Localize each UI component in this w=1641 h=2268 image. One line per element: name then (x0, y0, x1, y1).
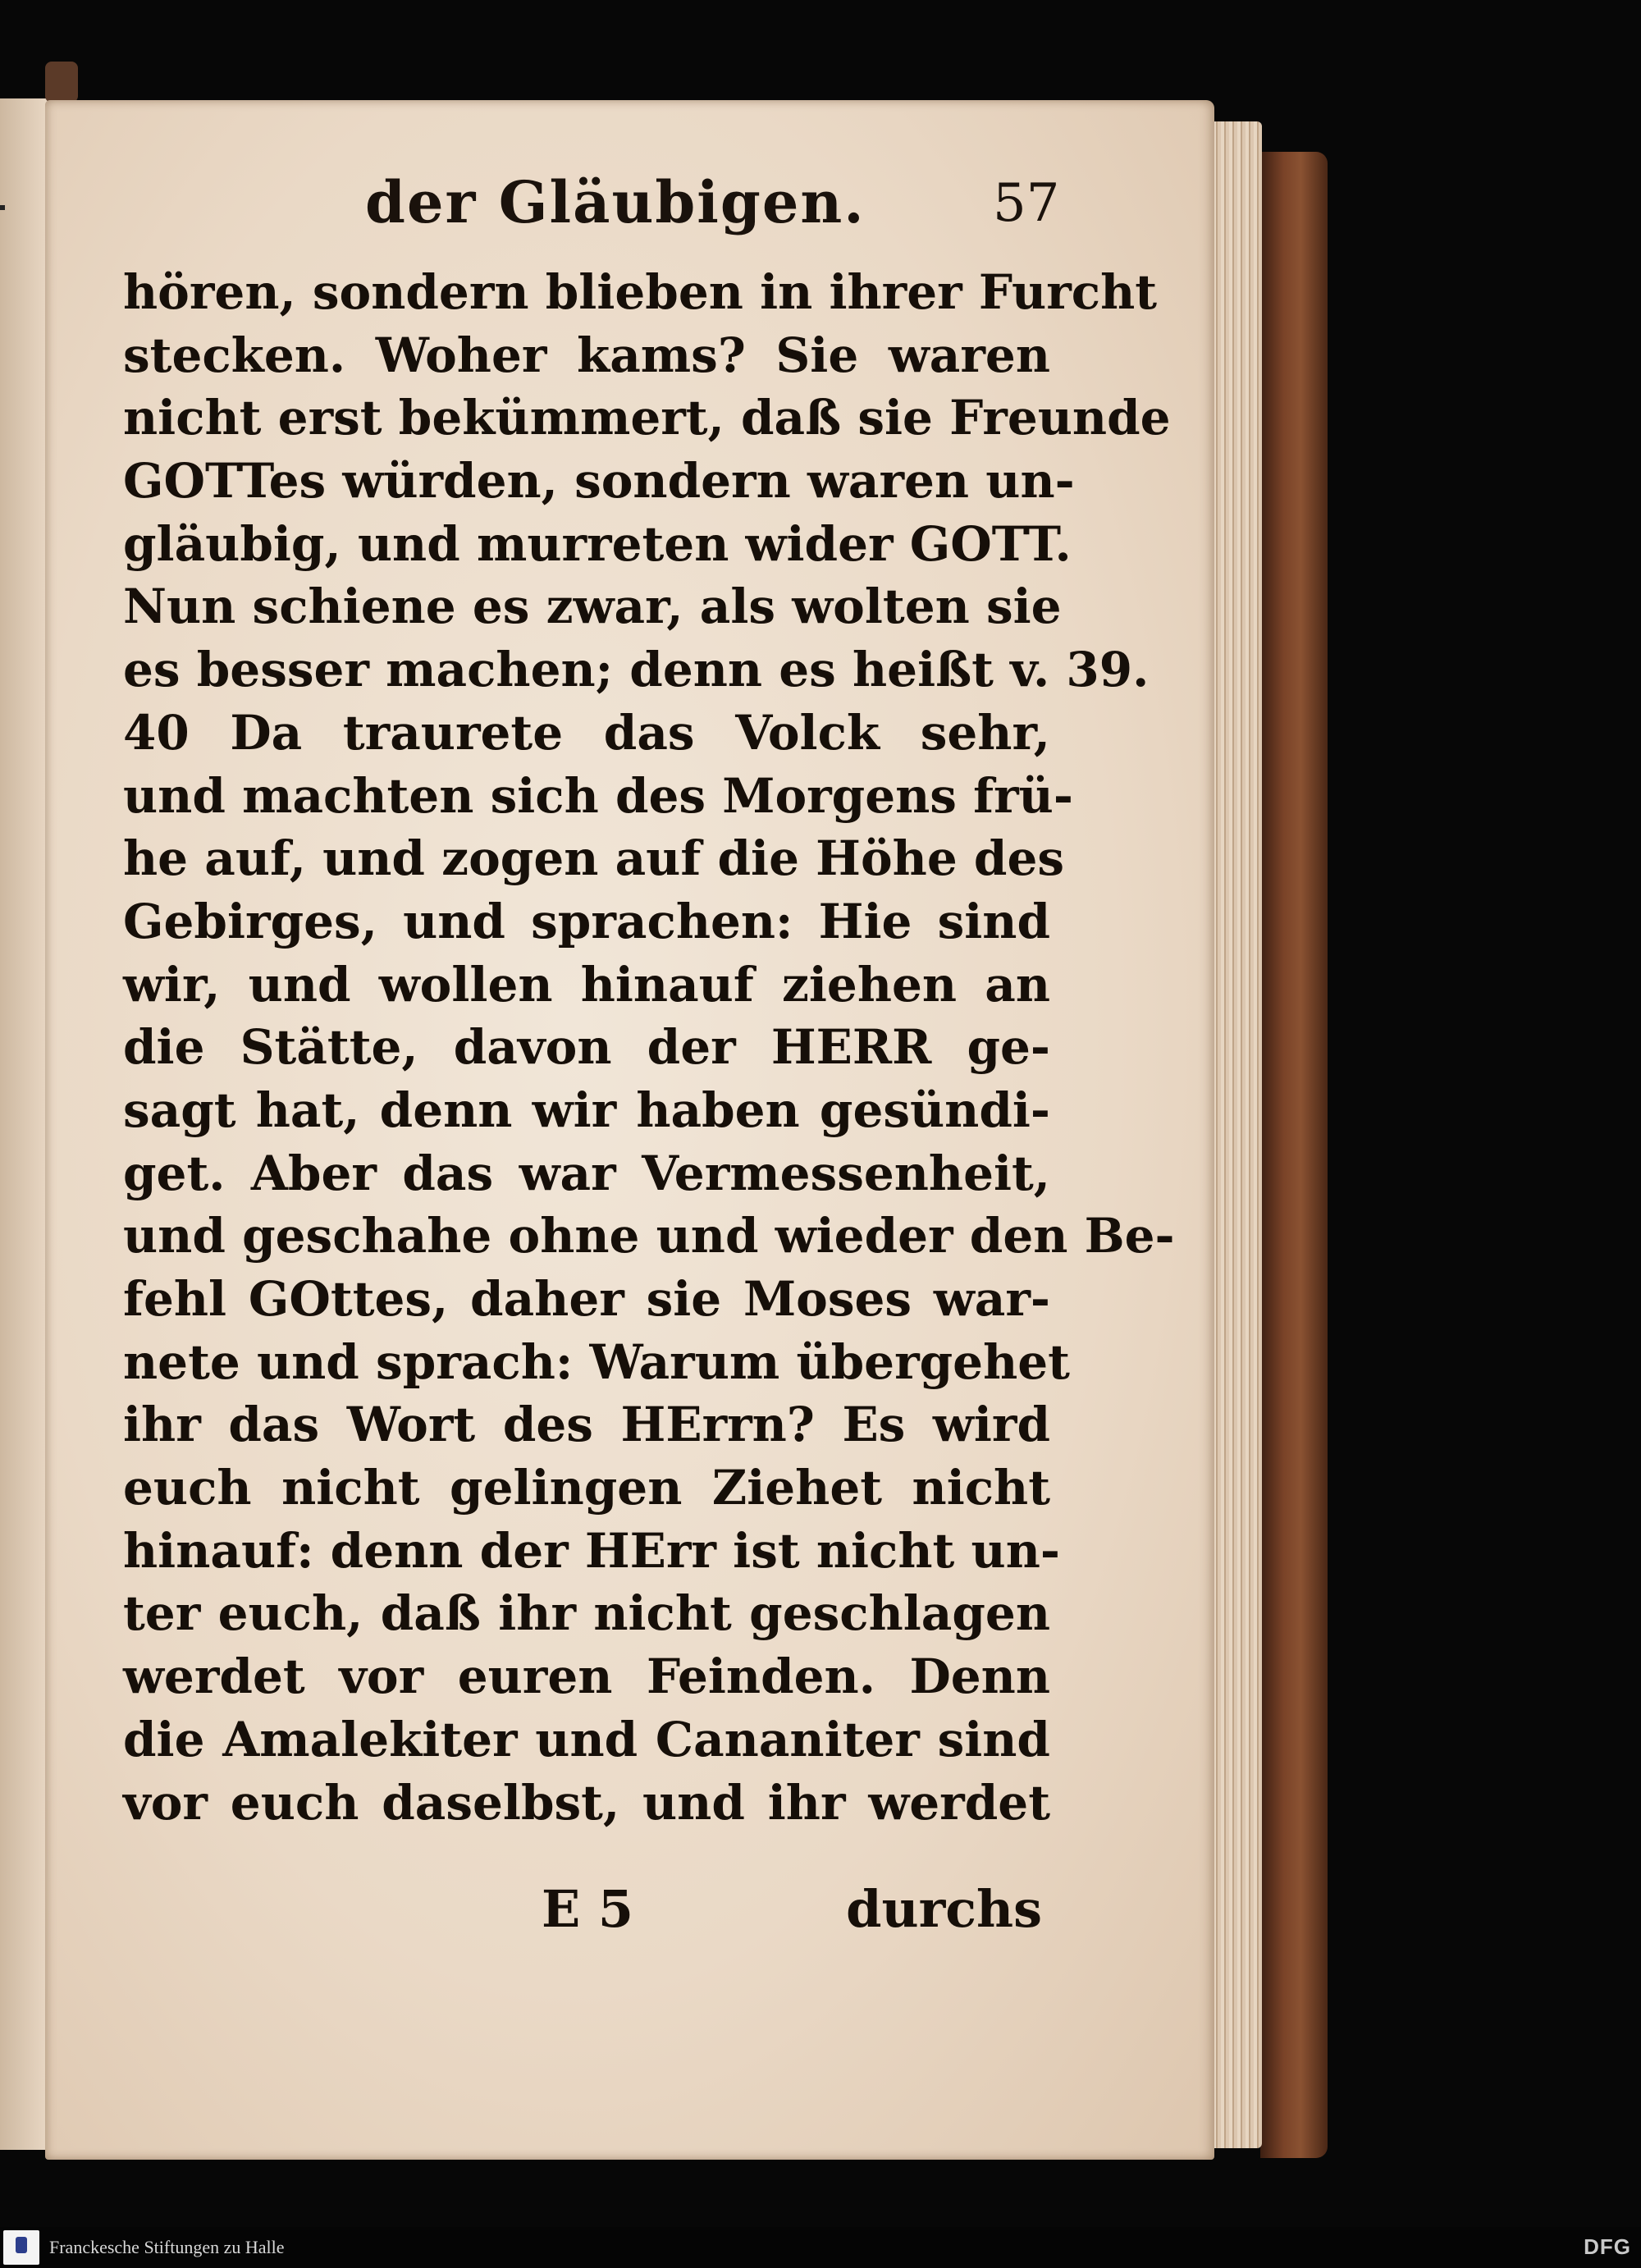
text-line: hinauf: denn der HErr ist nicht un- (123, 1522, 1060, 1579)
text-line: werdet vor euren Feinden. Denn (123, 1648, 1050, 1705)
running-head: der Gläubigen. (365, 168, 866, 236)
binding-clasp (45, 62, 78, 103)
text-line: ihr das Wort des HErrn? Es wird (123, 1397, 1050, 1453)
text-line: die Amalekiter und Cananiter sind (123, 1711, 1050, 1767)
text-line: Nun schiene es zwar, als wolten sie (123, 578, 1062, 635)
text-line: ter euch, daß ihr nicht geschlagen (123, 1585, 1050, 1642)
text-line: und geschahe ohne und wieder den Be- (123, 1208, 1175, 1264)
body-text (123, 261, 1175, 1834)
institution-logo-icon (3, 2230, 39, 2265)
text-line: sagt hat, denn wir haben gesündi- (123, 1081, 1050, 1138)
text-line: stecken. Woher kams? Sie waren (123, 327, 1050, 383)
text-line: und machten sich des Morgens frü- (123, 767, 1073, 824)
binding-mark (0, 205, 5, 210)
page-footer (123, 1879, 1042, 1953)
text-line: hören, sondern blieben in ihrer Furcht (123, 264, 1158, 320)
text-line: nete und sprach: Warum übergehet (123, 1333, 1070, 1390)
page-header (365, 168, 1063, 258)
text-line: wir, und wollen hinauf ziehen an (123, 956, 1050, 1013)
text-line: nicht erst bekümmert, daß sie Freunde (123, 390, 1171, 446)
page-number: 57 (993, 173, 1060, 234)
text-line: es besser machen; denn es heißt v. 39. (123, 642, 1150, 698)
catchword: durchs (846, 1879, 1042, 1939)
text-line: vor euch daselbst, und ihr werdet (123, 1774, 1050, 1831)
text-line: gläubig, und murreten wider GOTT. (123, 515, 1072, 572)
text-line: he auf, und zogen auf die Höhe des (123, 830, 1065, 887)
dfg-logo: DFG (1584, 2234, 1631, 2259)
signature-mark: E 5 (542, 1879, 633, 1939)
book-cover-edge (1260, 152, 1328, 2158)
page-block-edges (1213, 121, 1262, 2148)
text-line: euch nicht gelingen Ziehet nicht (123, 1460, 1050, 1516)
text-line: Gebirges, und sprachen: Hie sind (123, 893, 1050, 949)
text-line: die Stätte, davon der HERR ge- (123, 1019, 1050, 1076)
text-line: fehl GOttes, daher sie Moses war- (123, 1271, 1050, 1327)
viewer-footer-bar (0, 2227, 1641, 2268)
text-line: 40 Da traurete das Volck sehr, (123, 704, 1050, 761)
institution-name: Franckesche Stiftungen zu Halle (49, 2237, 285, 2257)
text-line: get. Aber das war Vermessenheit, (123, 1145, 1050, 1201)
text-line: GOTTes würden, sondern waren un- (123, 453, 1075, 510)
